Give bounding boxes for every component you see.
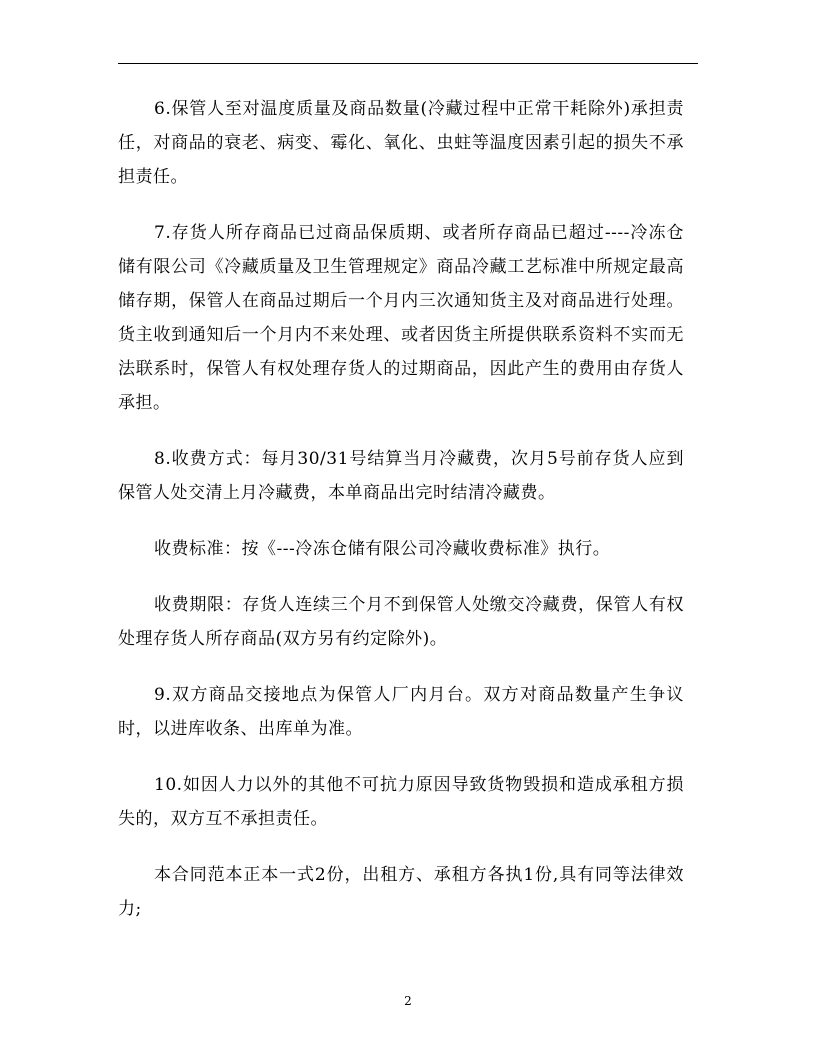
document-body — [118, 92, 684, 948]
clause-10-paragraph: 10.如因人力以外的其他不可抗力原因导致货物毁损和造成承租方损失的，双方互不承担责任。 — [118, 775, 684, 829]
contract-copies-paragraph: 本合同范本正本一式2份，出租方、承租方各执1份,具有同等法律效力; — [118, 865, 684, 919]
fee-standard-paragraph: 收费标准：按《---冷冻仓储有限公司冷藏收费标准》执行。 — [154, 539, 611, 559]
header-rule — [118, 63, 698, 64]
fee-period-paragraph: 收费期限：存货人连续三个月不到保管人处缴交冷藏费，保管人有权处理存货人所存商品(双方另有约定除外)。 — [118, 595, 684, 649]
page-number: 2 — [404, 994, 412, 1008]
clause-9-paragraph: 9.双方商品交接地点为保管人厂内月台。双方对商品数量产生争议时，以进库收条、出库单为准。 — [118, 685, 684, 739]
clause-8-paragraph: 8.收费方式：每月30/31号结算当月冷藏费，次月5号前存货人应到保管人处交清上月冷藏费，本单商品出完时结清冷藏费。 — [118, 449, 684, 503]
clause-6-paragraph: 6.保管人至对温度质量及商品数量(冷藏过程中正常干耗除外)承担责任，对商品的衰老、病变、霉化、氧化、虫蛀等温度因素引起的损失不承担责任。 — [118, 99, 684, 187]
clause-7-paragraph: 7.存货人所存商品已过商品保质期、或者所存商品已超过----冷冻仓储有限公司《冷藏质量及卫生管理规定》商品冷藏工艺标准中所规定最高储存期，保管人在商品过期后一个月内三次通知货主及对商品进行处理。货主收到通知后一个月内不来处理、或者因货主所提供联系资料不实而无法联系时，保管人有权处理存货人的过期商品，因此产生的费用由存货人承担。 — [118, 223, 684, 413]
